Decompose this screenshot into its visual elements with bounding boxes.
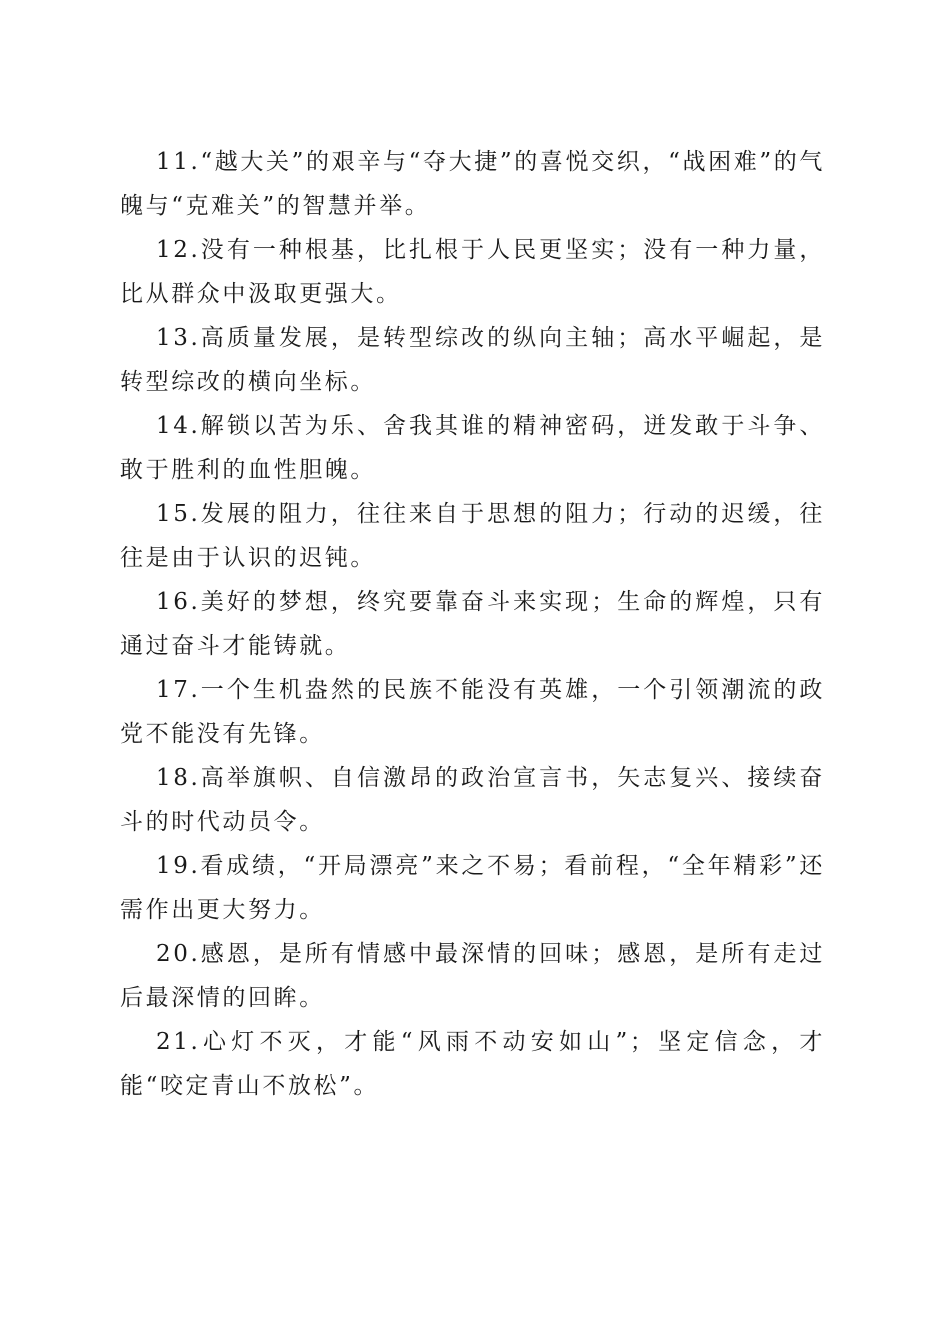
paragraph-16: 16.美好的梦想，终究要靠奋斗来实现；生命的辉煌，只有通过奋斗才能铸就。 (120, 589, 825, 659)
paragraph-11: 11.“越大关”的艰辛与“夺大捷”的喜悦交织，“战困难”的气魄与“克难关”的智慧并举。 (120, 149, 825, 219)
paragraph-15: 15.发展的阻力，往往来自于思想的阻力；行动的迟缓，往往是由于认识的迟钝。 (120, 501, 825, 571)
paragraph-12: 12.没有一种根基，比扎根于人民更坚实；没有一种力量，比从群众中汲取更强大。 (120, 237, 825, 307)
paragraph-14: 14.解锁以苦为乐、舍我其谁的精神密码，迸发敢于斗争、敢于胜利的血性胆魄。 (120, 413, 825, 483)
paragraph-21: 21.心灯不灭，才能“风雨不动安如山”；坚定信念，才能“咬定青山不放松”。 (120, 1029, 825, 1099)
paragraph-18: 18.高举旗帜、自信激昂的政治宣言书，矢志复兴、接续奋斗的时代动员令。 (120, 765, 825, 835)
paragraph-13: 13.高质量发展，是转型综改的纵向主轴；高水平崛起，是转型综改的横向坐标。 (120, 325, 825, 395)
paragraph-19: 19.看成绩，“开局漂亮”来之不易；看前程，“全年精彩”还需作出更大努力。 (120, 853, 825, 923)
paragraph-20: 20.感恩，是所有情感中最深情的回味；感恩，是所有走过后最深情的回眸。 (120, 941, 825, 1011)
document-body (120, 140, 825, 1108)
paragraph-17: 17.一个生机盎然的民族不能没有英雄，一个引领潮流的政党不能没有先锋。 (120, 677, 825, 747)
